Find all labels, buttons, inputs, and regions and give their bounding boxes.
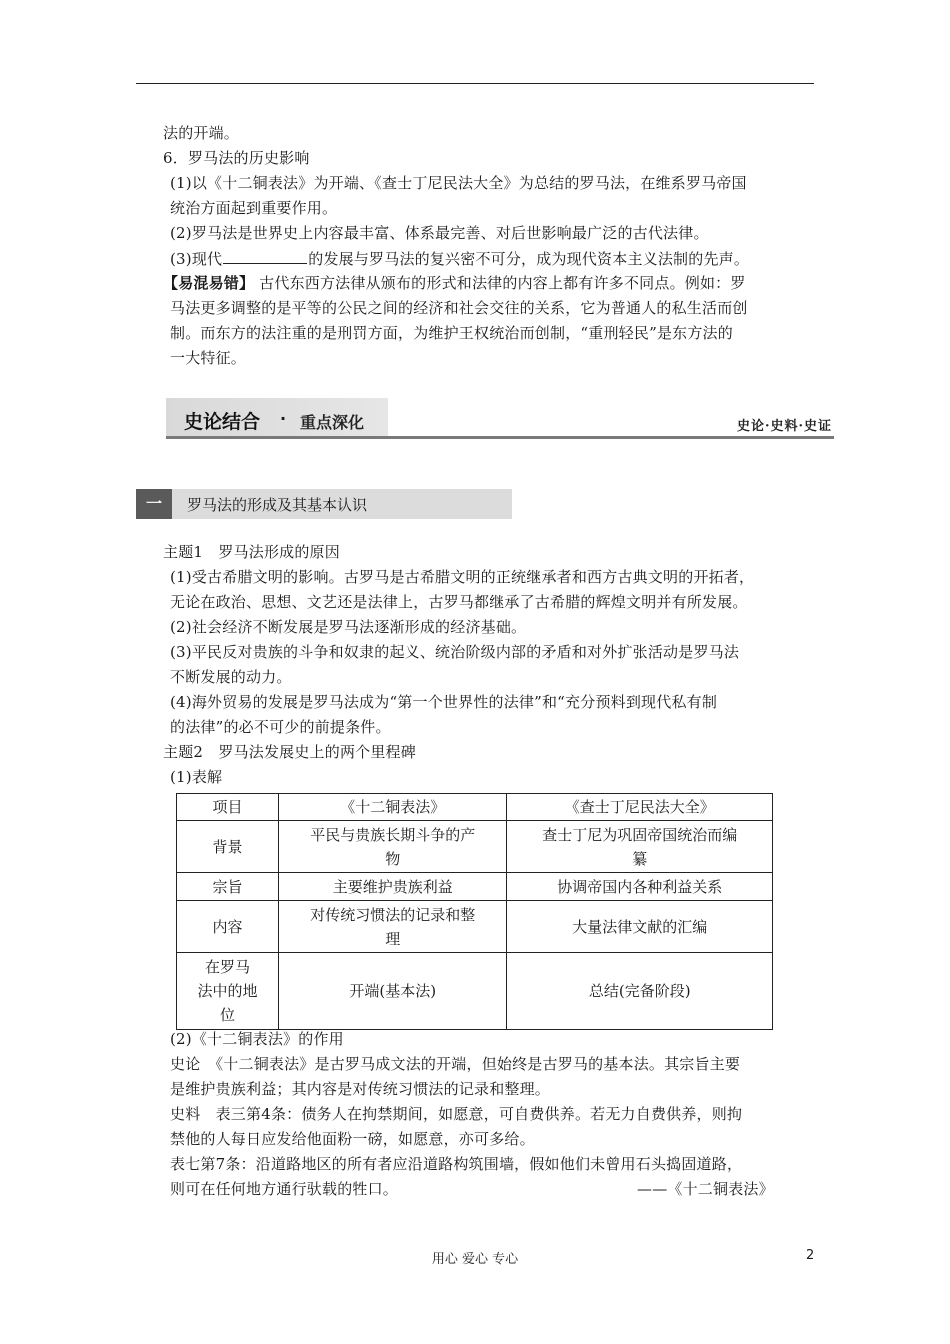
cell-line: 对传统习惯法的记录和整 (310, 905, 476, 924)
table-header-cell: 《十二铜表法》 (279, 794, 507, 821)
comparison-table (176, 793, 773, 1030)
text-line: 马法更多调整的是平等的公民之间的经济和社会交往的关系，它为普通人的私生活而创 (170, 299, 748, 317)
table-cell (507, 821, 773, 873)
topic-heading: 主题1 罗马法形成的原因 (163, 543, 340, 561)
sub-heading: (2)《十二铜表法》的作用 (170, 1030, 344, 1048)
text-line: (1)以《十二铜表法》为开端、《查士丁尼民法大全》为总结的罗马法，在维系罗马帝国 (170, 174, 747, 192)
page-number: 2 (806, 1248, 815, 1263)
banner-subtitle: 重点深化 (300, 413, 365, 432)
table-row (177, 953, 773, 1030)
text-line: 法的开端。 (163, 124, 240, 142)
table-cell: 大量法律文献的汇编 (507, 901, 773, 953)
fill-in-line (170, 249, 749, 268)
text-line: 是维护贵族利益；其内容是对传统习惯法的记录和整理。 (170, 1080, 551, 1098)
banner-rule (166, 436, 834, 439)
footer-motto: 用心 爱心 专心 (431, 1252, 519, 1267)
table-row (177, 901, 773, 953)
cell-line: 理 (385, 929, 401, 948)
tip-tag: 【易混易错】 (163, 274, 255, 292)
subsection-heading (136, 489, 512, 519)
cell-line: 纂 (632, 849, 648, 868)
table-cell (279, 821, 507, 873)
table-cell: 开端(基本法) (279, 953, 507, 1030)
banner-title: 史论结合 (184, 411, 261, 433)
text-line: (1)受古希腊文明的影响。古罗马是古希腊文明的正统继承者和西方古典文明的开拓者， (170, 568, 755, 586)
table-row (177, 873, 773, 901)
text-segment: 的发展与罗马法的复兴密不可分，成为现代资本主义法制的先声。 (308, 250, 750, 268)
table-cell: 总结(完备阶段) (507, 953, 773, 1030)
text-line: 一大特征。 (170, 349, 247, 367)
answer-blank[interactable] (223, 249, 307, 264)
text-line: 的法律”的必不可少的前提条件。 (170, 718, 391, 736)
text-line: 史论 《十二铜表法》是古罗马成文法的开端，但始终是古罗马的基本法。其宗旨主要 (170, 1055, 741, 1073)
text-line: 史料 表三第4条：债务人在拘禁期间，如愿意，可自费供养。若无力自费供养，则拘 (170, 1105, 743, 1123)
tip-line (163, 274, 746, 292)
text-line: 制。而东方的法注重的是刑罚方面，为维护王权统治而创制，“重刑轻民”是东方法的 (170, 324, 733, 342)
table-cell: 主要维护贵族利益 (279, 873, 507, 901)
source-citation: ——《十二铜表法》 (637, 1180, 774, 1198)
text-segment: (3)现代 (170, 250, 223, 268)
text-line: 无论在政治、思想、文艺还是法律上，古罗马都继承了古希腊的辉煌文明并有所发展。 (170, 593, 748, 611)
cell-line: 法中的地 (197, 982, 258, 1000)
item-heading: 6．罗马法的历史影响 (163, 149, 310, 167)
table-cell (279, 901, 507, 953)
cell-line: 在罗马 (205, 958, 251, 976)
text-line: 则可在任何地方通行驮载的牲口。 (170, 1180, 399, 1198)
cell-line: 查士丁尼为巩固帝国统治而编 (542, 825, 738, 844)
subsection-title: 罗马法的形成及其基本认识 (187, 496, 368, 514)
table-header-cell: 项目 (177, 794, 279, 821)
text-line: 统治方面起到重要作用。 (170, 199, 338, 217)
banner-tagline: 史论·史料·史证 (736, 419, 832, 434)
banner-separator: · (280, 409, 287, 428)
subsection-number: 一 (136, 489, 172, 519)
text-line: (3)平民反对贵族的斗争和奴隶的起义、统治阶级内部的矛盾和对外扩张活动是罗马法 (170, 643, 740, 661)
table-cell: 协调帝国内各种利益关系 (507, 873, 773, 901)
table-header-cell: 《查士丁尼民法大全》 (507, 794, 773, 821)
cell-line: 平民与贵族长期斗争的产 (310, 825, 476, 844)
table-row-label: 内容 (177, 901, 279, 953)
table-row-label (177, 953, 279, 1030)
text-line: (4)海外贸易的发展是罗马法成为“第一个世界性的法律”和“充分预料到现代私有制 (170, 693, 718, 711)
text-line: 表七第7条：沿道路地区的所有者应沿道路构筑围墙，假如他们未曾用石头捣固道路， (170, 1155, 743, 1173)
text-line: 不断发展的动力。 (170, 668, 292, 686)
cell-line: 物 (385, 849, 401, 868)
header-rule (136, 83, 814, 84)
text-segment: 古代东西方法律从颁布的形式和法律的内容上都有许多不同点。例如：罗 (254, 274, 746, 292)
cell-line: 位 (220, 1006, 236, 1024)
text-line: (2)社会经济不断发展是罗马法逐渐形成的经济基础。 (170, 618, 527, 636)
topic-heading: 主题2 罗马法发展史上的两个里程碑 (163, 743, 416, 761)
table-row-label: 背景 (177, 821, 279, 873)
text-line: (2)罗马法是世界史上内容最丰富、体系最完善、对后世影响最广泛的古代法律。 (170, 224, 709, 242)
table-row-label: 宗旨 (177, 873, 279, 901)
table-row (177, 821, 773, 873)
sub-heading: (1)表解 (170, 768, 223, 786)
section-banner (166, 398, 834, 440)
text-line: 禁他的人每日应发给他面粉一磅，如愿意，亦可多给。 (170, 1130, 535, 1148)
table-header-row (177, 794, 773, 821)
